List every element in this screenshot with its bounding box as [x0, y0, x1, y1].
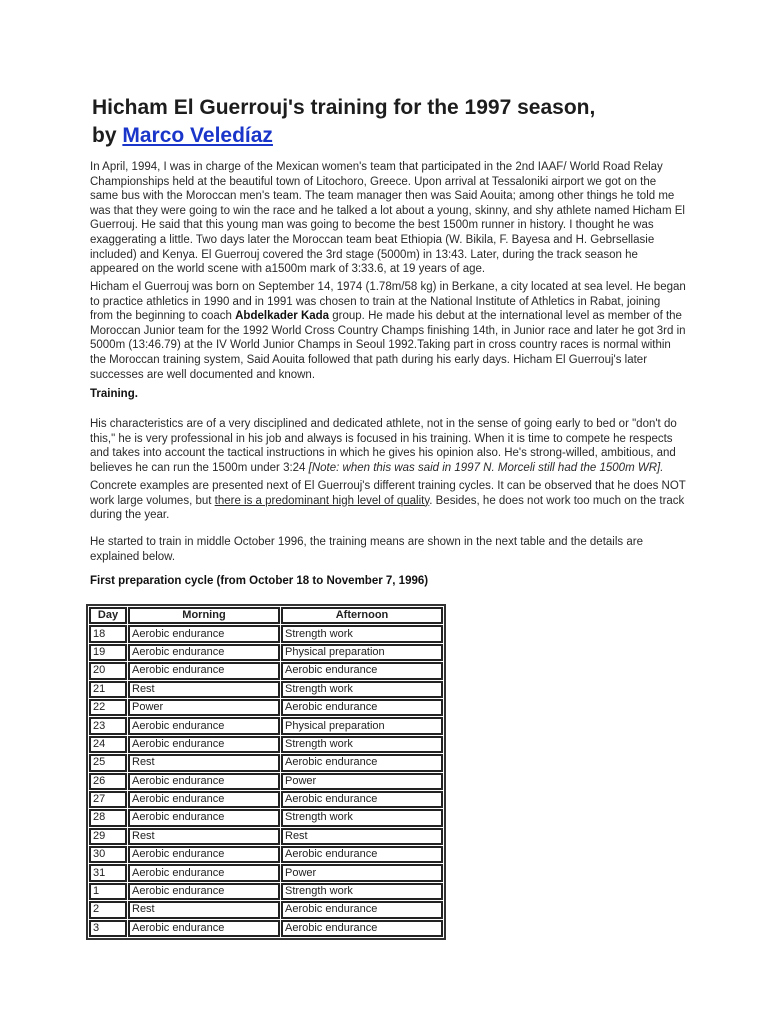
- day-cell: 21: [89, 681, 127, 698]
- table-row: [89, 736, 443, 753]
- afternoon-cell: Aerobic endurance: [281, 791, 443, 808]
- page-title: [92, 94, 692, 150]
- table-row: [89, 828, 443, 845]
- morning-cell: Aerobic endurance: [128, 717, 280, 734]
- afternoon-cell: Strength work: [281, 681, 443, 698]
- cycle-heading: First preparation cycle (from October 18 to November 7, 1996): [90, 575, 429, 587]
- table-row: [89, 644, 443, 661]
- day-cell: 28: [89, 809, 127, 826]
- day-cell: 20: [89, 662, 127, 679]
- header-afternoon: Afternoon: [281, 607, 443, 624]
- morning-cell: Aerobic endurance: [128, 864, 280, 881]
- afternoon-cell: Aerobic endurance: [281, 754, 443, 771]
- afternoon-cell: Power: [281, 773, 443, 790]
- day-cell: 2: [89, 901, 127, 918]
- morning-cell: Rest: [128, 901, 280, 918]
- afternoon-cell: Strength work: [281, 809, 443, 826]
- paragraph-concrete-examples: [90, 479, 686, 523]
- morning-cell: Rest: [128, 754, 280, 771]
- table-row: [89, 662, 443, 679]
- afternoon-cell: Strength work: [281, 883, 443, 900]
- table-row: [89, 681, 443, 698]
- table-row: [89, 846, 443, 863]
- day-cell: 31: [89, 864, 127, 881]
- training-table: [86, 604, 446, 940]
- header-morning: Morning: [128, 607, 280, 624]
- table-row: [89, 920, 443, 937]
- day-cell: 30: [89, 846, 127, 863]
- afternoon-cell: Physical preparation: [281, 717, 443, 734]
- afternoon-cell: Aerobic endurance: [281, 901, 443, 918]
- table-row: [89, 791, 443, 808]
- day-cell: 29: [89, 828, 127, 845]
- table-row: [89, 883, 443, 900]
- morning-cell: Aerobic endurance: [128, 625, 280, 642]
- training-heading: Training.: [90, 388, 138, 400]
- day-cell: 27: [89, 791, 127, 808]
- table-row: [89, 809, 443, 826]
- table-header-row: [89, 607, 443, 624]
- table-body: [89, 625, 443, 937]
- table-row: [89, 699, 443, 716]
- morning-cell: Aerobic endurance: [128, 883, 280, 900]
- title-text: Hicham El Guerrouj's training for the 1997 season,: [92, 96, 596, 119]
- characteristics-text: His characteristics are of a very disciplined and dedicated athlete, not in the sense of going early to bed or "don't do this," he is very professional in his job and always is focused in his training. When it is time to compete he respects and takes into account the tactical instructions in which he gives his opinion also. He's strong-willed, ambitious, and believes he can run the 1500m under 3:24: [90, 418, 677, 474]
- characteristics-note: [Note: when this was said in 1997 N. Morceli still had the 1500m WR].: [308, 461, 664, 474]
- day-cell: 18: [89, 625, 127, 642]
- biography-text-a: Hicham el Guerrouj was born on September 14, 1974 (1.78m/58 kg) in Berkane, a city located at sea level. He began to practice athletics in 1990 and in 1991 was chosen to train at the National Institute of Athletics in Rabat, joining from the beginning to coach: [90, 281, 686, 323]
- coach-name: Abdelkader Kada: [235, 310, 330, 323]
- day-cell: 3: [89, 920, 127, 937]
- afternoon-cell: Aerobic endurance: [281, 662, 443, 679]
- morning-cell: Aerobic endurance: [128, 809, 280, 826]
- title-by: by: [92, 124, 117, 147]
- day-cell: 25: [89, 754, 127, 771]
- afternoon-cell: Strength work: [281, 625, 443, 642]
- examples-text-a: Concrete examples are presented next of El Guerrouj's different training cycles. It can be observed that he does NOT work large volumes, but: [90, 480, 686, 507]
- afternoon-cell: Strength work: [281, 736, 443, 753]
- paragraph-biography: [90, 280, 686, 382]
- day-cell: 26: [89, 773, 127, 790]
- paragraph-characteristics: [90, 417, 686, 475]
- afternoon-cell: Physical preparation: [281, 644, 443, 661]
- afternoon-cell: Aerobic endurance: [281, 920, 443, 937]
- afternoon-cell: Aerobic endurance: [281, 699, 443, 716]
- header-day: Day: [89, 607, 127, 624]
- author-link[interactable]: Marco Veledíaz: [122, 124, 273, 147]
- morning-cell: Aerobic endurance: [128, 773, 280, 790]
- biography-text-b: group. He made his debut at the international level as member of the Moroccan Junior team for the 1992 World Cross Country Champs finishing 14th, in Junior race and later he got 3rd in 5000m (13:46.79) at the IV World Junior Champs in Seoul 1992.Taking part in cross country races is normal within the Moroccan training system, Said Aouita followed that path during his early days. Hicham El Guerrouj's later successes are well documented and known.: [90, 310, 686, 381]
- morning-cell: Power: [128, 699, 280, 716]
- morning-cell: Rest: [128, 828, 280, 845]
- morning-cell: Aerobic endurance: [128, 662, 280, 679]
- table-row: [89, 717, 443, 734]
- table-row: [89, 773, 443, 790]
- morning-cell: Aerobic endurance: [128, 920, 280, 937]
- day-cell: 22: [89, 699, 127, 716]
- examples-text-b: . Besides, he does not work too much on the track during the year.: [90, 494, 685, 522]
- paragraph-start: He started to train in middle October 1996, the training means are shown in the next table and the details are explained below.: [90, 536, 643, 563]
- afternoon-cell: Rest: [281, 828, 443, 845]
- quality-link[interactable]: there is a predominant high level of quality: [214, 494, 430, 507]
- table-row: [89, 754, 443, 771]
- day-cell: 19: [89, 644, 127, 661]
- day-cell: 24: [89, 736, 127, 753]
- afternoon-cell: Power: [281, 864, 443, 881]
- paragraph-intro: In April, 1994, I was in charge of the Mexican women's team that participated in the 2nd IAAF/ World Road Relay Championships held at the beautiful town of Litochoro, Greece. Upon arrival at Tessaloniki airport we got on the same bus with the Moroccan men's team. The team manager then was Said Aouita; among other things he told me was that they were going to win the race and he talked a lot about a young, skinny, and shy athlete named Hicham El Guerrouj. He said that this young man was going to become the best 1500m runner in history. I thought he was exaggerating a little. Two days later the Moroccan team beat Ethiopia (W. Bikila, F. Bayesa and H. Gebrsellasie included) and Kenya. El Guerrouj covered the 3rd stage (5000m) in 13:43. Later, during the track season he appeared on the world scene with a1500m mark of 3:33.6, at 19 years of age.: [90, 161, 685, 276]
- morning-cell: Aerobic endurance: [128, 846, 280, 863]
- table-row: [89, 625, 443, 642]
- day-cell: 23: [89, 717, 127, 734]
- morning-cell: Aerobic endurance: [128, 736, 280, 753]
- table-row: [89, 864, 443, 881]
- morning-cell: Aerobic endurance: [128, 644, 280, 661]
- day-cell: 1: [89, 883, 127, 900]
- morning-cell: Aerobic endurance: [128, 791, 280, 808]
- table-row: [89, 901, 443, 918]
- afternoon-cell: Aerobic endurance: [281, 846, 443, 863]
- morning-cell: Rest: [128, 681, 280, 698]
